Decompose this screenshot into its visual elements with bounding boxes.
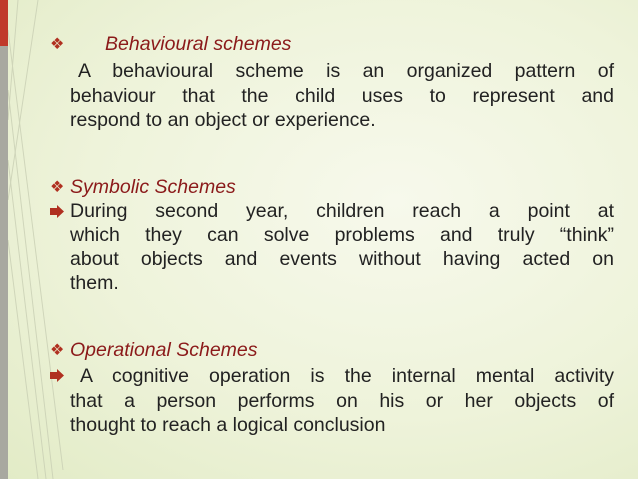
- accent-bar-red: [0, 0, 8, 46]
- body-line: During second year, children reach a point at: [70, 200, 614, 222]
- diamond-bullet-icon: ❖: [50, 342, 65, 359]
- body-line: them.: [70, 272, 119, 294]
- decorative-lines: [8, 0, 68, 479]
- section-heading-operational: Operational Schemes: [70, 339, 258, 361]
- diamond-bullet-icon: ❖: [50, 179, 65, 196]
- body-line: respond to an object or experience.: [70, 109, 376, 131]
- accent-bar: [0, 0, 8, 479]
- body-line: which they can solve problems and truly “think”: [70, 224, 614, 246]
- body-line: thought to reach a logical conclusion: [70, 414, 386, 436]
- arrow-bullet-icon: [50, 205, 64, 218]
- arrow-bullet-icon: [50, 369, 64, 382]
- body-line: A cognitive operation is the internal mental activity: [80, 365, 614, 387]
- body-line: that a person performs on his or her objects of: [70, 390, 614, 412]
- body-line: A behavioural scheme is an organized pattern of: [78, 60, 614, 82]
- body-line: about objects and events without having acted on: [70, 248, 614, 270]
- diamond-bullet-icon: ❖: [50, 36, 65, 53]
- section-heading-symbolic: Symbolic Schemes: [70, 176, 236, 198]
- section-heading-behavioural: Behavioural schemes: [105, 33, 292, 55]
- body-line: behaviour that the child uses to represent and: [70, 85, 614, 107]
